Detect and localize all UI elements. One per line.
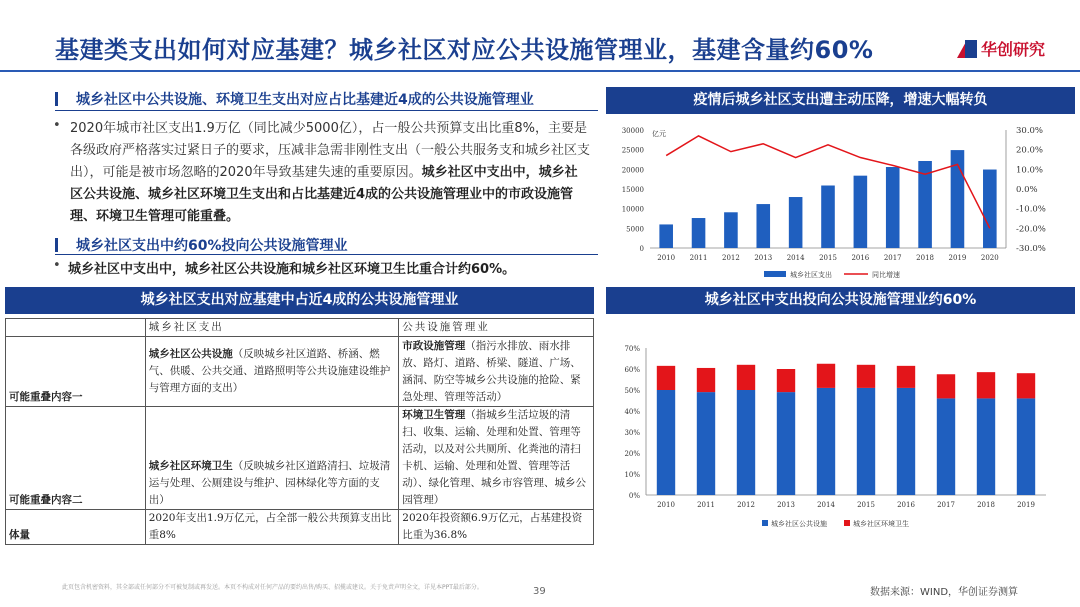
table-row [6,407,594,510]
bar [789,197,803,248]
table-cell [145,337,399,407]
bar-public-facility [737,390,755,495]
legend-swatch-public [762,520,768,526]
table-header-col2: 公共设施管理业 [399,319,594,337]
page-title: 基建类支出如何对应基建？城乡社区对应公共设施管理业，基建含量约60% [55,36,874,64]
y-tick-label: 40% [624,408,640,416]
x-tick-label: 2018 [916,254,935,262]
x-tick-label: 2016 [897,501,915,509]
section-heading-2 [55,235,348,255]
bar-public-facility [1017,398,1035,495]
bar-environment [817,364,835,388]
bar-environment [697,368,715,392]
y-tick-label: 5000 [626,225,644,234]
y-tick-label: 10% [624,471,640,479]
y-tick-label: 60% [624,366,640,374]
table-row-label: 体量 [6,510,146,545]
bar-environment [737,365,755,390]
bar [724,212,738,248]
bar-public-facility [697,392,715,495]
analysis-paragraph-bold: 城乡社区中支出中，城乡社区公共设施、城乡社区环境卫生支出和占比基建近4成的公共设施管理业中的市政设施管理、环境卫生管理可能重叠。 [70,165,578,224]
table-cell: 2020年投资额6.9万亿元，占基建投资比重为36.8% [399,510,594,545]
legend-swatch-environment [844,520,850,526]
bar-environment [857,365,875,388]
table-cell-text: （反映城乡社区道路清扫、垃圾清运与处理、公厕建设与维护、园林绿化等方面的支出） [148,460,391,506]
legend-label-line: 同比增速 [872,271,900,279]
bar-environment [897,366,915,388]
x-tick-label: 2012 [737,501,755,509]
table-panel-heading: 城乡社区支出对应基建中占近4成的公共设施管理业 [5,287,594,314]
x-tick-label: 2011 [697,501,715,509]
x-tick-label: 2010 [657,501,675,509]
summary-bullet: 城乡社区中支出中，城乡社区公共设施和城乡社区环境卫生比重合计约60%。 [68,262,516,277]
legend-swatch-bar [764,271,786,277]
table-header-row [6,319,594,337]
y-tick-label: 25000 [621,146,644,155]
chart1-panel-heading: 疫情后城乡社区支出遭主动压降，增速大幅转负 [606,87,1075,114]
brand-logo-icon [957,40,977,58]
table-cell [145,407,399,510]
x-tick-label: 2010 [657,254,676,262]
data-source: 数据来源：WIND，华创证券测算 [870,587,1019,598]
x-tick-label: 2019 [948,254,967,262]
y2-tick-label: -10.0% [1016,204,1046,215]
bar [886,167,900,248]
table-row-label: 可能重叠内容二 [6,407,146,510]
y-tick-label: 0% [628,492,640,500]
y-tick-label: 10000 [621,205,644,214]
x-tick-label: 2016 [851,254,870,262]
table-cell-text: （指污水排放、雨水排放、路灯、道路、桥梁、隧道、广场、涵洞、防空等城乡公共设施的抢险、紧急处理、管理等活动） [402,339,581,403]
x-tick-label: 2013 [777,501,795,509]
table-cell-bold: 城乡社区环境卫生 [148,460,233,472]
bar-public-facility [777,392,795,495]
table-cell-bold: 市政设施管理 [402,339,466,352]
chart-public-facility-share [606,316,1075,536]
legend-label-environment: 城乡社区环境卫生 [853,520,909,528]
table-cell-bold: 城乡社区公共设施 [148,348,233,360]
bar [854,176,868,248]
table-cell [399,337,594,407]
y-tick-label: 20% [624,450,640,458]
x-tick-label: 2014 [786,254,805,262]
table-cell-text: （反映城乡社区道路、桥涵、燃气、供暖、公共交通、道路照明等公共设施建设维护与管理方面的支出） [148,348,391,394]
table-header-empty [6,319,146,337]
table-cell-bold: 环境卫生管理 [402,409,466,421]
x-tick-label: 2018 [977,501,995,509]
section-heading-1-underline [55,110,598,111]
y-tick-label: 70% [624,345,640,353]
bar-environment [1017,373,1035,398]
section-heading-2-underline [55,254,598,255]
bar-public-facility [817,388,835,495]
bar-public-facility [937,398,955,495]
y2-tick-label: 10.0% [1016,165,1044,176]
bullet-dot-2: • [53,258,61,273]
chart-community-spending [606,116,1075,286]
y-tick-label: 30000 [621,127,644,135]
x-tick-label: 2020 [980,254,999,262]
brand-logo [957,37,1045,60]
analysis-paragraph [70,118,590,228]
bar [692,218,706,248]
table-cell-text: （指城乡生活垃圾的清扫、收集、运输、处理和处置、管理等活动，以及对公共厕所、化粪池的清扫卡机、运输、处理和处置、管理等活动）、绿化管理、城乡市容管理、城乡公园管理） [402,409,587,506]
section-heading-2-text: 城乡社区支出中约60%投向公共设施管理业 [76,238,348,254]
x-tick-label: 2013 [754,254,773,262]
x-tick-label: 2019 [1017,501,1035,509]
table-header-col1: 城乡社区支出 [145,319,399,337]
bar-public-facility [977,398,995,495]
y-axis-unit: 亿元 [652,130,666,138]
bar [983,170,997,248]
analysis-paragraph-plain: 2020年城市社区支出1.9万亿（同比减少5000亿），占一般公共预算支出比重8%，主要是各级政府严格落实过紧日子的要求，压减非急需非刚性支出（一般公共服务支和城乡社区支出），可能是被市场忽略的2020年导致基建失速的重要原因。 [70,121,591,180]
x-tick-label: 2017 [937,501,955,509]
x-tick-label: 2011 [689,254,708,262]
y-tick-label: 30% [624,429,640,437]
x-tick-label: 2015 [819,254,837,262]
bar [756,204,770,248]
table-cell: 2020年支出1.9万亿元，占全部一般公共预算支出比重8% [145,510,399,545]
y-tick-label: 15000 [621,186,644,194]
table-cell [399,407,594,510]
y2-tick-label: 30.0% [1016,126,1044,136]
title-divider [0,70,1080,72]
section-heading-1-text: 城乡社区中公共设施、环境卫生支出对应占比基建近4成的公共设施管理业 [76,92,534,108]
bar-environment [777,369,795,392]
table-row [6,337,594,407]
y2-tick-label: 20.0% [1016,145,1044,156]
bar-public-facility [857,388,875,495]
y-tick-label: 0 [639,245,644,253]
x-tick-label: 2012 [721,254,740,262]
chart2-panel-heading: 城乡社区中支出投向公共设施管理业约60% [606,287,1075,314]
table-row-label: 可能重叠内容一 [6,337,146,407]
y-tick-label: 50% [624,387,640,395]
x-tick-label: 2015 [857,501,875,509]
x-tick-label: 2014 [817,501,835,509]
y2-tick-label: 0.0% [1016,185,1038,195]
y2-tick-label: -20.0% [1016,224,1046,235]
page-number: 39 [533,586,546,597]
legend-label-public: 城乡社区公共设施 [771,520,827,528]
comparison-table [5,318,594,545]
bar-public-facility [897,388,915,495]
bullet-dot: • [53,118,61,133]
bar-environment [977,372,995,398]
bar-environment [657,366,675,390]
bar-public-facility [657,390,675,495]
brand-logo-text: 华创研究 [981,40,1046,59]
x-tick-label: 2017 [883,254,902,262]
footer-disclaimer: 此页包含机密资料，其全部或任何部分不可被复制或再发送。本页不构成对任何产品的要约出售/购买、招揽或建议。关于免责声明全文，详见本PPT最后部分。 [62,584,483,591]
y2-tick-label: -30.0% [1016,244,1046,254]
bar-environment [937,374,955,398]
y-tick-label: 20000 [621,166,644,175]
bar [659,224,673,248]
bar [821,185,835,248]
section-heading-1 [55,89,534,109]
legend-label-bar: 城乡社区支出 [790,271,832,279]
table-row [6,510,594,545]
